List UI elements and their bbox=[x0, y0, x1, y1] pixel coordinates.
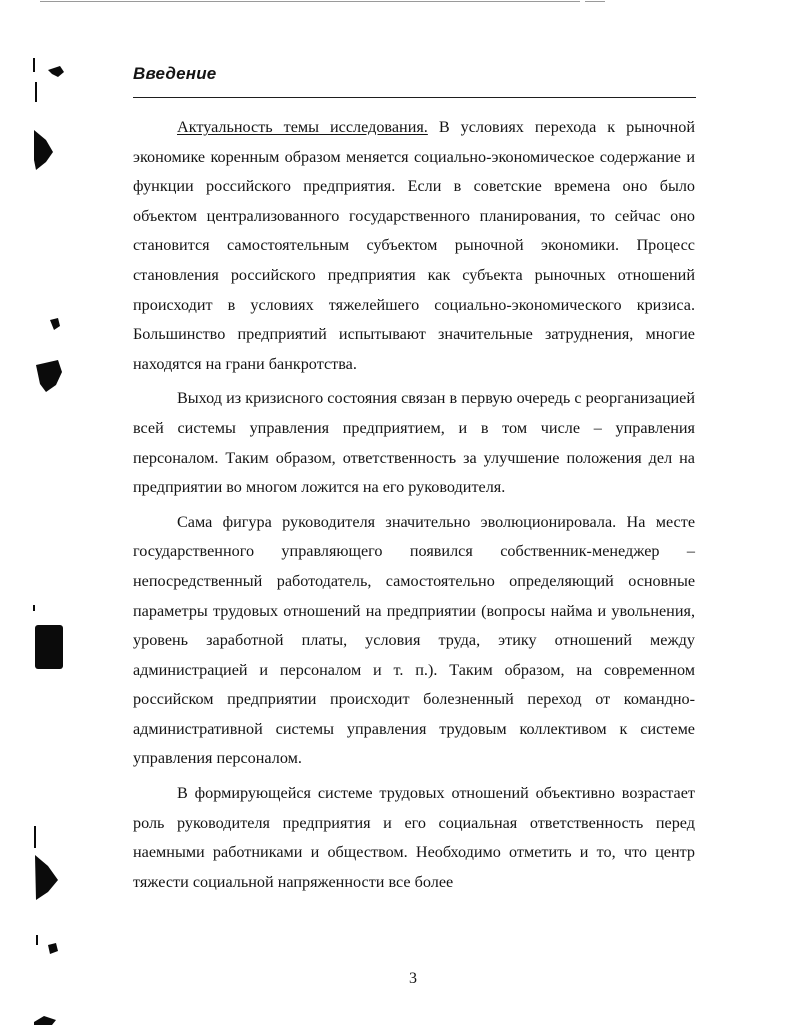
body-text bbox=[133, 113, 695, 897]
page-number: 3 bbox=[409, 970, 417, 987]
scan-blot bbox=[35, 82, 37, 102]
paragraph-2: Выход из кризисного состояния связан в первую очередь с реорганизацией всей системы управления предприятием, и в том числе – управления персоналом. Таким образом, ответственность за улучшение положения дел на предприятии во многом ложится на его руководителя. bbox=[133, 389, 695, 497]
scan-blot bbox=[34, 1016, 56, 1025]
paragraph-1 bbox=[133, 113, 695, 379]
scan-blot bbox=[34, 826, 36, 848]
scan-top-edge-line bbox=[585, 1, 605, 2]
lead-phrase: Актуальность темы исследования. bbox=[177, 118, 428, 136]
scan-blot bbox=[36, 360, 62, 392]
scan-blot bbox=[48, 943, 58, 954]
scan-blot bbox=[35, 855, 58, 900]
heading-rule bbox=[133, 97, 696, 98]
paragraph-3: Сама фигура руководителя значительно эволюционировала. На месте государственного управляющего появился собственник-менеджер – непосредственный работодатель, самостоятельно определяющий основные параметры трудовых отношений на предприятии (вопросы найма и увольнения, уровень заработной платы, условия труда, этику отношений между администрацией и персоналом и т. п.). Таким образом, на современном российском предприятии происходит болезненный переход от командно-административной системы управления трудовым коллективом к системе управления персоналом. bbox=[133, 512, 695, 768]
paragraph-1-text: В условиях перехода к рыночной экономике коренным образом меняется социально-экономическое содержание и функции российского предприятия. Если в советские времена оно было объектом централизованного государственного планирования, то сейчас оно становится самостоятельным субъектом рыночной экономики. Процесс становления российского предприятия как субъекта рыночных отношений происходит в условиях тяжелейшего социально-экономического кризиса. Большинство предприятий испытывают значительные затруднения, многие находятся на грани банкротства. bbox=[133, 118, 695, 373]
scan-artifacts bbox=[0, 0, 90, 1025]
scan-blot bbox=[35, 625, 63, 669]
scan-blot bbox=[36, 935, 38, 945]
scan-blot bbox=[33, 58, 35, 72]
paragraph-4: В формирующейся системе трудовых отношений объективно возрастает роль руководителя предприятия и его социальная ответственность перед наемными работниками и обществом. Необходимо отметить и то, что центр тяжести социальной напряженности все более bbox=[133, 784, 695, 891]
scan-top-edge-line bbox=[40, 1, 580, 2]
section-heading: Введение bbox=[133, 64, 217, 83]
scan-blot bbox=[34, 130, 53, 170]
scan-blot bbox=[33, 605, 35, 611]
scan-blot bbox=[48, 66, 64, 77]
scan-blot bbox=[50, 318, 60, 330]
